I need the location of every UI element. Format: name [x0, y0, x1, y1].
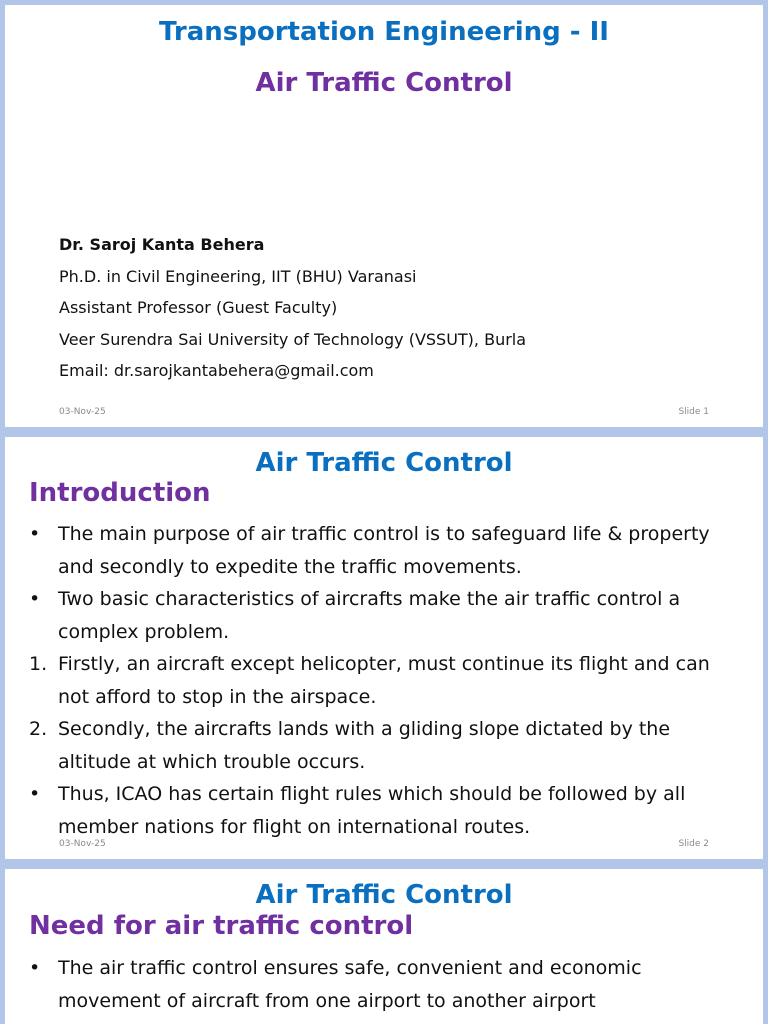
- list-item: [29, 778, 741, 843]
- author-position: Assistant Professor (Guest Faculty): [59, 298, 338, 317]
- list-item: [29, 952, 741, 1017]
- list-text: Secondly, the aircrafts lands with a gliding slope dictated by the altitude at which trouble occurs.: [58, 718, 671, 773]
- number-marker: 1.: [29, 653, 48, 675]
- bullet-list: [29, 518, 741, 843]
- slide-2: [5, 437, 763, 859]
- list-text: Firstly, an aircraft except helicopter, must continue its flight and can not afford to stop in the airspace.: [58, 653, 710, 708]
- slide-number: Slide 1: [678, 407, 709, 417]
- bullet-list: [29, 952, 741, 1017]
- author-name: Dr. Saroj Kanta Behera: [59, 235, 265, 254]
- author-university: Veer Surendra Sai University of Technology (VSSUT), Burla: [59, 329, 527, 349]
- list-item: [29, 583, 741, 648]
- section-heading: Need for air traffic control: [29, 911, 414, 941]
- bullet-marker: •: [29, 957, 41, 979]
- number-marker: 2.: [29, 718, 48, 740]
- slide-number: Slide 2: [678, 839, 709, 849]
- slide-title: Air Traffic Control: [255, 448, 513, 478]
- slide-title: Air Traffic Control: [255, 880, 513, 910]
- list-item: [29, 518, 741, 583]
- list-item: [29, 713, 741, 778]
- bullet-text: Thus, ICAO has certain flight rules which should be followed by all member nations for flight on international routes.: [58, 783, 686, 838]
- slide-3: [5, 869, 763, 1024]
- bullet-text: Two basic characteristics of aircrafts make the air traffic control a complex problem.: [58, 588, 681, 643]
- bullet-text: The air traffic control ensures safe, convenient and economic movement of aircraft from one airport to another airport: [58, 957, 642, 1012]
- section-heading: Introduction: [29, 478, 211, 508]
- slide-1: [5, 5, 763, 427]
- list-item: [29, 648, 741, 713]
- author-block: [59, 229, 526, 387]
- slide-date: 03-Nov-25: [59, 407, 106, 417]
- bullet-marker: •: [29, 783, 41, 805]
- slide-subtitle: Air Traffic Control: [255, 68, 513, 98]
- author-degree: Ph.D. in Civil Engineering, IIT (BHU) Varanasi: [59, 266, 417, 286]
- bullet-marker: •: [29, 588, 41, 610]
- slide-date: 03-Nov-25: [59, 839, 106, 849]
- bullet-marker: •: [29, 523, 41, 545]
- course-title: Transportation Engineering - II: [159, 17, 609, 47]
- bullet-text: The main purpose of air traffic control is to safeguard life & property and secondly to expedite the traffic movements.: [58, 523, 710, 578]
- author-email: Email: dr.sarojkantabehera@gmail.com: [59, 361, 374, 380]
